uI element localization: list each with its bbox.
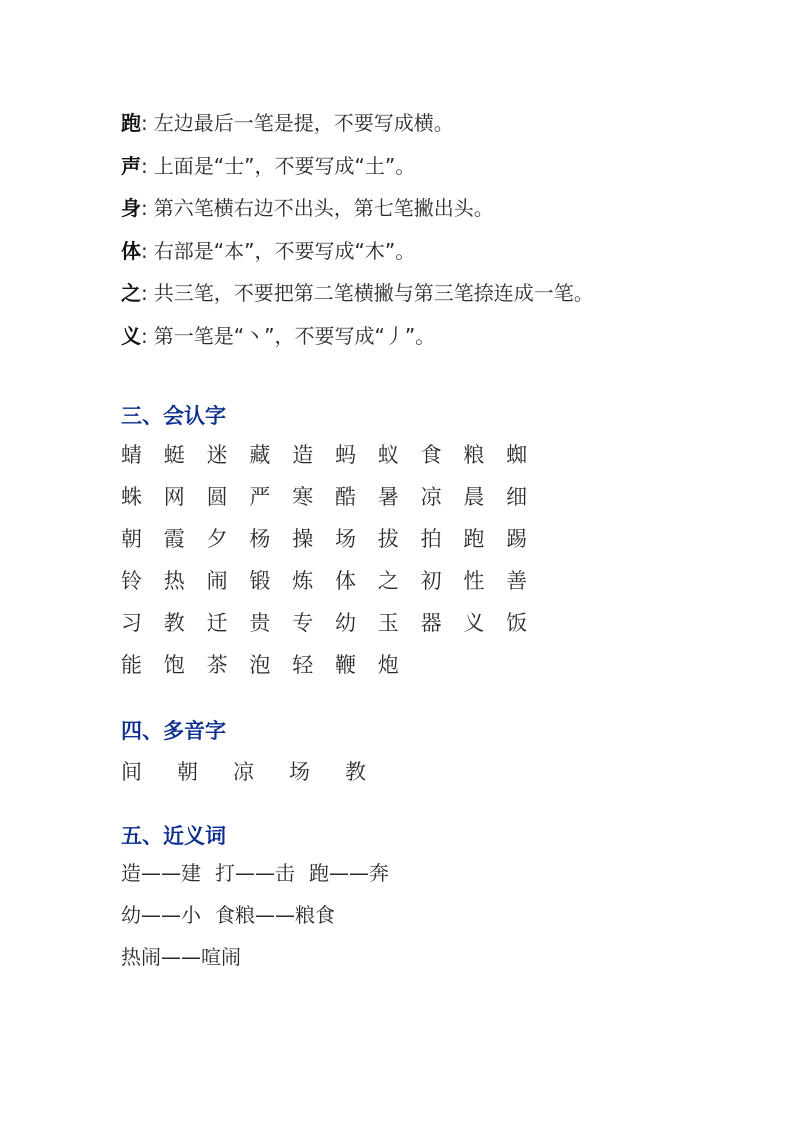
character: 跑 [463,527,485,551]
character: 杨 [249,527,271,551]
character-grid [121,434,681,686]
character: 凉 [420,485,442,509]
character: 晨 [463,485,485,509]
character: 严 [249,485,271,509]
character: 细 [506,485,528,509]
character: 幼 [334,611,356,635]
character: 之 [377,569,399,593]
character-row [121,644,681,686]
note-item: 声: 上面是“士”，不要写成“土”。 [121,153,416,178]
section-heading-polyphonic: 四、多音字 [121,719,226,743]
note-char: 跑 [121,111,141,135]
character: 迁 [206,611,228,635]
character-row [121,476,681,518]
character: 善 [506,569,528,593]
polyphonic-character: 教 [345,760,366,784]
character: 教 [163,611,185,635]
character: 茶 [206,653,228,677]
writing-notes [121,102,761,357]
character-row [121,602,681,644]
note-text: 共三笔，不要把第二笔横撇与第三笔捺连成一笔。 [153,281,594,305]
synonym-pair: 打——击 [215,861,295,885]
synonym-list [121,852,681,978]
character: 藏 [249,443,271,467]
character-row [121,434,681,476]
note-text: 右部是“本”，不要写成“木”。 [153,238,416,263]
note-char: 之 [121,281,141,305]
character: 操 [292,527,314,551]
character: 义 [463,611,485,635]
note-item: 之: 共三笔，不要把第二笔横撇与第三笔捺连成一笔。 [121,281,594,305]
synonym-row [121,894,681,936]
polyphonic-character: 间 [121,760,142,784]
polyphonic-character: 凉 [233,760,254,784]
character: 迷 [206,443,228,467]
character: 圆 [206,485,228,509]
character: 能 [121,653,142,677]
section-heading-recognize: 三、会认字 [121,404,226,428]
character: 蚂 [334,443,356,467]
character: 贵 [249,611,271,635]
character: 夕 [206,527,228,551]
character: 锻 [249,569,271,593]
character: 拍 [420,527,442,551]
note-item: 身: 第六笔横右边不出头，第七笔撇出头。 [121,196,494,220]
note-text: 上面是“士”，不要写成“土”。 [153,153,416,178]
synonym-pair: 幼——小 [121,903,201,927]
character: 拔 [377,527,399,551]
character: 轻 [292,653,314,677]
note-char: 体 [121,238,141,263]
character: 霞 [163,527,185,551]
character: 酷 [334,485,356,509]
character: 蜘 [506,443,528,467]
synonym-pair: 食粮——粮食 [215,903,335,927]
note-item: 体: 右部是“本”，不要写成“木”。 [121,238,416,263]
note-text: 第六笔横右边不出头，第七笔撇出头。 [153,196,494,220]
character: 饭 [506,611,528,635]
character-row [121,560,681,602]
character: 场 [334,527,356,551]
synonym-pair: 造——建 [121,861,201,885]
note-text: 左边最后一笔是提，不要写成横。 [153,111,454,135]
character: 寒 [292,485,314,509]
character: 铃 [121,569,142,593]
character: 热 [163,569,185,593]
character: 器 [420,611,442,635]
character: 食 [420,443,442,467]
note-char: 身 [121,196,141,220]
character: 蜓 [163,443,185,467]
character: 炮 [377,653,399,677]
polyphonic-character: 场 [289,760,310,784]
note-text: 第一笔是“丶”，不要写成“丿”。 [153,323,436,348]
character: 性 [463,569,485,593]
note-char: 义 [121,323,141,348]
section-heading-synonyms: 五、近义词 [121,824,226,848]
note-char: 声 [121,153,141,178]
synonym-row [121,852,681,894]
synonym-pair: 热闹——喧闹 [121,945,241,969]
character: 闹 [206,569,228,593]
character: 专 [292,611,314,635]
polyphonic-character: 朝 [177,760,198,784]
synonym-pair: 跑——奔 [309,861,389,885]
character: 蜻 [121,443,142,467]
character: 蚁 [377,443,399,467]
note-item: 跑: 左边最后一笔是提，不要写成横。 [121,111,454,135]
character: 网 [163,485,185,509]
character: 泡 [249,653,271,677]
character: 玉 [377,611,399,635]
character: 蛛 [121,485,142,509]
character-row [121,518,681,560]
character: 炼 [292,569,314,593]
synonym-row [121,936,681,978]
character: 造 [292,443,314,467]
character: 饱 [163,653,185,677]
character: 习 [121,611,142,635]
character: 踢 [506,527,528,551]
character: 朝 [121,527,142,551]
character: 粮 [463,443,485,467]
character: 鞭 [334,653,356,677]
polyphonic-list [121,756,401,786]
character: 暑 [377,485,399,509]
note-item: 义: 第一笔是“丶”，不要写成“丿”。 [121,323,436,348]
character: 初 [420,569,442,593]
character: 体 [334,569,356,593]
